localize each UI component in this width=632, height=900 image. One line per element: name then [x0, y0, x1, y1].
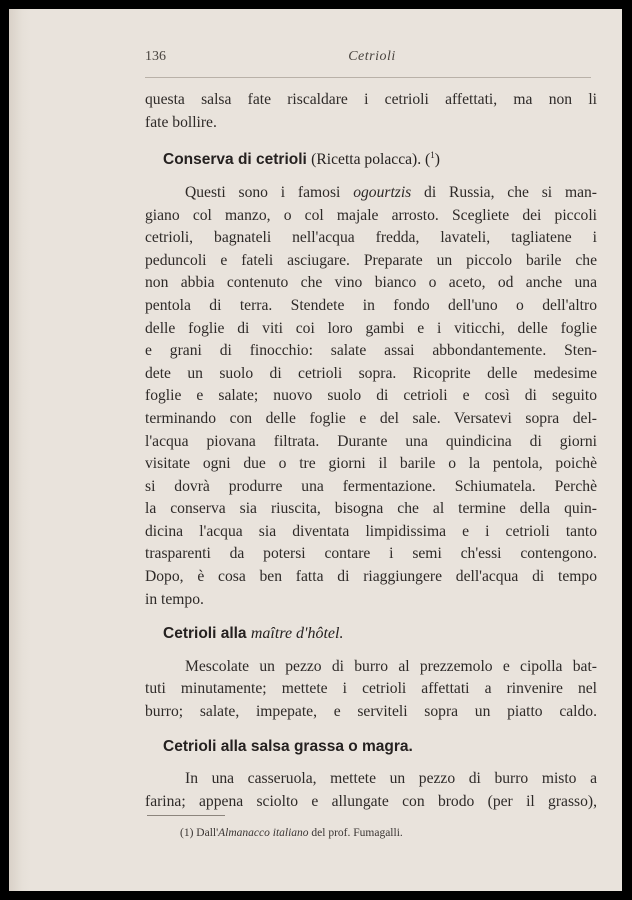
footnote-rule [147, 815, 225, 816]
heading-title: Conserva di cetrioli [163, 151, 307, 169]
text-line: Questi sono i famosi ogourtzis di Russia, che si man- [185, 183, 597, 201]
text-line: e grani di finocchio: salate assai abbondantemente. Sten- [145, 342, 597, 360]
running-title: Cetrioli [348, 49, 396, 64]
text-line: si dovrà produrre una fermentazione. Schiumatela. Perchè [145, 477, 597, 495]
section-heading-salsa: Cetrioli alla salsa grassa o magra. [163, 737, 413, 755]
italic-term: ogourtzis [353, 183, 412, 201]
text-line: tuti minutamente; mettete i cetrioli affettati a rinvenire nel [145, 680, 597, 698]
text-line: In una casseruola, mettete un pezzo di burro misto a [185, 770, 597, 788]
text-line: giano col manzo, o col majale arrosto. Scegliete dei piccoli [145, 206, 597, 224]
body-text [145, 89, 597, 813]
footnote: (1) Dall'Almanacco italiano del prof. Fumagalli. [180, 827, 403, 839]
text-line: foglie e salate; nuovo suolo di cetrioli e così di seguito [145, 387, 597, 405]
heading-subtitle: (Ricetta polacca). ($^1$) [311, 150, 440, 169]
heading-title: Cetrioli alla [163, 625, 247, 643]
text-line: Dopo, è cosa ben fatta di riaggiungere dell'acqua di tempo [145, 568, 597, 586]
text-line: Mescolate un pezzo di burro al prezzemolo e cipolla bat- [185, 657, 597, 675]
text-line: dete un suolo di cetrioli sopra. Ricoprite delle medesime [145, 364, 597, 382]
page-number: 136 [145, 49, 166, 64]
text-line: peduncoli e fateli asciugare. Preparate un piccolo barile che [145, 251, 597, 269]
text-line: la conserva sia riuscita, bisogna che al termine della quin- [145, 500, 597, 518]
text-line: dicina l'acqua sia diventata limpidissima e i cetrioli tanto [145, 522, 597, 540]
text-line: pentola di terra. Stendete in fondo dell'uno o dell'altro [145, 296, 597, 314]
text-line: cetrioli, bagnateli nell'acqua fredda, lavateli, tagliatene i [145, 229, 597, 247]
text-line: non abbia contenuto che vino bianco o aceto, od anche una [145, 274, 597, 292]
text-line: in tempo. [145, 590, 204, 608]
text-line: farina; appena sciolto e allungate con brodo (per il grasso), [145, 792, 597, 810]
header-rule [145, 77, 591, 78]
section-heading-conserva [145, 144, 597, 172]
text-line: questa salsa fate riscaldare i cetrioli affettati, ma non li [145, 91, 597, 108]
text-line: visitate ogni due o tre giorni il barile o la pentola, poichè [145, 455, 597, 473]
heading-italic: maître d'hôtel. [250, 625, 344, 643]
page-header [145, 49, 599, 69]
book-page [9, 9, 622, 891]
page-gutter [9, 9, 31, 891]
footnote-ref: 1 [430, 150, 435, 161]
section-heading-maitre [145, 623, 597, 646]
text-line: fate bollire. [145, 113, 217, 131]
text-line: terminando con delle foglie e del sale. Versatevi sopra del- [145, 409, 597, 427]
text-line: delle foglie di viti coi loro gambi e i viticchi, delle foglie [145, 319, 597, 337]
text-line: burro; salate, impepate, e serviteli sopra un piatto caldo. [145, 703, 597, 721]
text-line: trasparenti da potersi contare i semi ch'essi contengono. [145, 545, 597, 563]
footnote-italic: Almanacco italiano [218, 827, 309, 839]
text-line: l'acqua piovana filtrata. Durante una quindicina di giorni [145, 432, 597, 450]
